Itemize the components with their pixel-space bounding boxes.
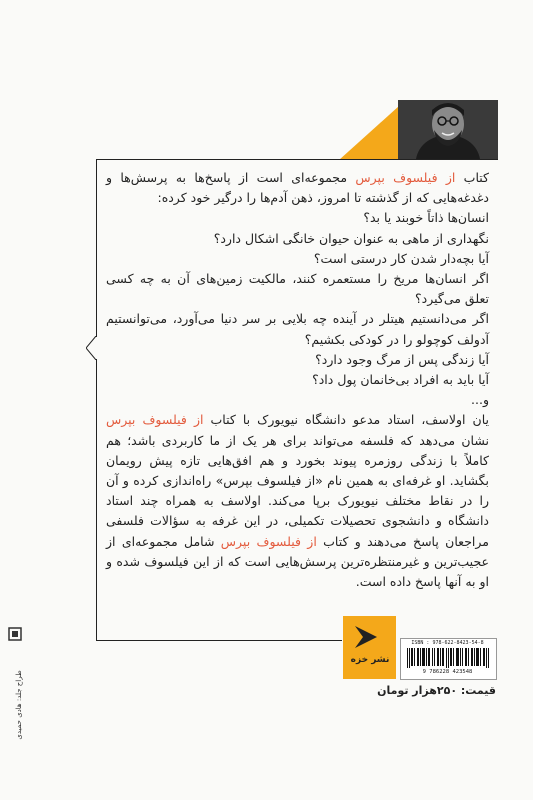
frame-left-line xyxy=(96,159,97,337)
question-item: آیا بچه‌دار شدن کار درستی است؟ xyxy=(313,250,489,266)
question-list xyxy=(106,208,489,410)
back-cover-text xyxy=(106,168,489,592)
book-title-highlight: از فیلسوف بپرس xyxy=(106,412,204,428)
book-title-highlight: از فیلسوف بپرس xyxy=(220,533,317,549)
isbn-label: ISBN : 978-622-8423-54-8 xyxy=(411,640,484,646)
question-item: اگر انسان‌ها مریخ را مستعمره کنند، مالکیت زمین‌های آن به چه کسی تعلق می‌گیرد؟ xyxy=(106,271,489,307)
designer-logo-icon xyxy=(7,626,23,642)
cover-designer-credit: طراح جلد: هادی حمیدی xyxy=(15,670,23,740)
book-title-highlight: از فیلسوف بپرس xyxy=(355,170,456,185)
frame-left-line xyxy=(96,359,97,640)
barcode-image xyxy=(407,648,489,668)
publisher-name: نشر خزه xyxy=(350,655,390,665)
question-item: و... xyxy=(471,392,489,408)
frame-bottom-line xyxy=(96,640,342,641)
author-photo xyxy=(398,100,498,159)
question-item: نگهداری از ماهی به عنوان حیوان خانگی اشکال دارد؟ xyxy=(213,230,489,246)
question-item: انسان‌ها ذاتاً خوبند یا بد؟ xyxy=(363,210,489,226)
price-label: قیمت: ۲۵۰هزار تومان xyxy=(377,684,496,697)
frame-top-line xyxy=(96,159,498,160)
accent-triangle xyxy=(339,106,399,160)
question-item: آیا باید به افراد بی‌خانمان پول داد؟ xyxy=(312,372,489,388)
description-paragraph: یان اولاسف، استاد مدعو دانشگاه نیویورک با کتاب از فیلسوف بپرس نشان می‌دهد که فلسفه می‌تواند برای هر یک از ما کاربردی باشد؛ هم کاملاً با زندگی روزمره پیوند بخورد و هم افق‌هایی تازه پیش رویمان بگشاید. او غرفه‌ای به همین نام «از فیلسوف بپرس» راه‌اندازی کرده و آن را در نقاط مختلف نیویورک برپا می‌کند. اولاسف به همراه چند استاد دانشگاه و دانشجوی تحصیلات تکمیلی، در این غرفه به سؤالات فلسفی مراجعان پاسخ می‌دهند و کتاب از فیلسوف بپرس شامل مجموعه‌ای از عجیب‌ترین و غیرمنتظره‌ترین پرسش‌هایی است که از این فیلسوف شده و او به آنها پاسخ داده است. xyxy=(106,412,489,590)
barcode-digits: 9 786228 423548 xyxy=(422,669,473,675)
intro-paragraph: کتاب از فیلسوف بپرس مجموعه‌ای است از پاسخ‌ها به پرسش‌ها و دغدغه‌هایی که از گذشته تا امروز، ذهن آدم‌ها را درگیر خود کرده: xyxy=(106,170,489,206)
publisher-logo-icon xyxy=(351,622,381,652)
frame-notch xyxy=(86,336,102,360)
question-item: اگر می‌دانستیم هیتلر در آینده چه بلایی بر سر دنیا می‌آورد، می‌توانستیم آدولف کوچولو را در کودکی بکشیم؟ xyxy=(106,311,489,347)
question-item: آیا زندگی پس از مرگ وجود دارد؟ xyxy=(315,351,489,367)
